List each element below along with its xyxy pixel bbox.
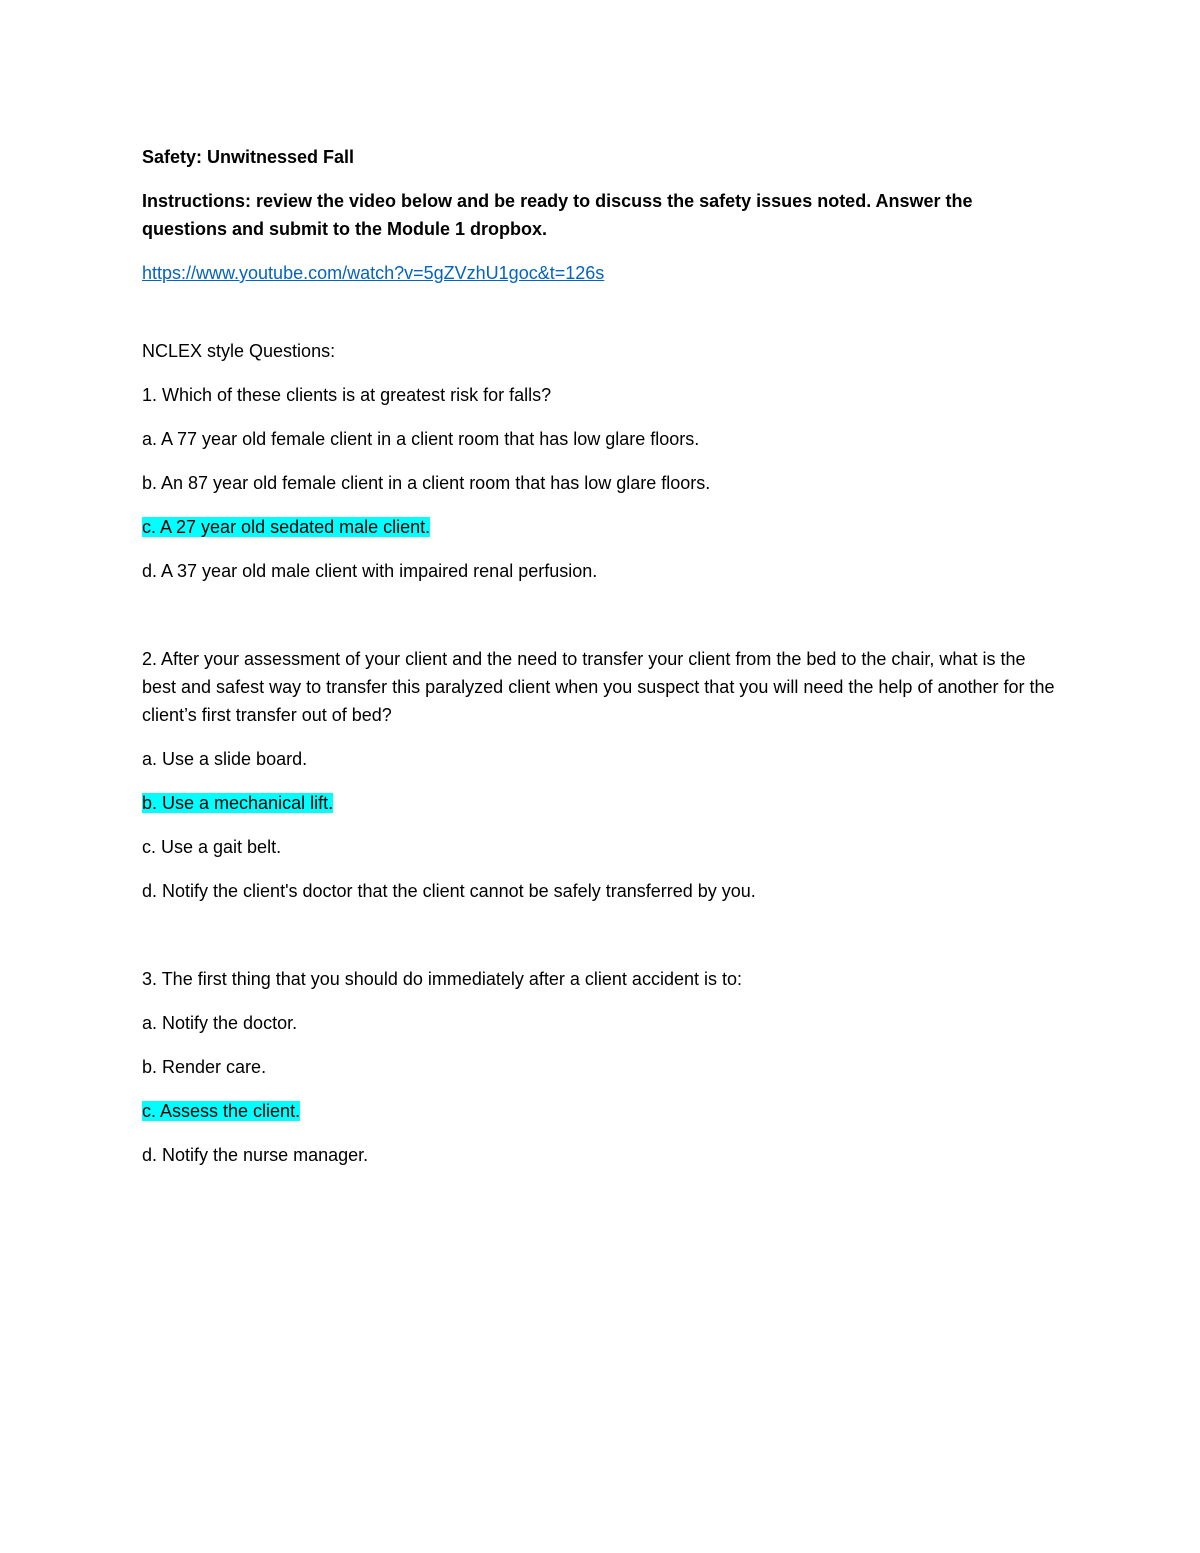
answer-option (142, 1009, 1062, 1037)
option-text: d. Notify the client's doctor that the client cannot be safely transferred by you. (142, 881, 756, 901)
answer-option (142, 425, 1062, 453)
option-text: a. A 77 year old female client in a client room that has low glare floors. (142, 429, 700, 449)
answer-option (142, 557, 1062, 585)
answer-option (142, 1141, 1062, 1169)
option-text: b. An 87 year old female client in a client room that has low glare floors. (142, 473, 711, 493)
answer-option (142, 1053, 1062, 1081)
option-text: a. Use a slide board. (142, 749, 308, 769)
option-text: b. Render care. (142, 1057, 267, 1077)
spacer (142, 303, 1062, 337)
answer-option (142, 469, 1062, 497)
video-link[interactable]: https://www.youtube.com/watch?v=5gZVzhU1goc&t=126s (142, 263, 605, 283)
highlighted-answer: b. Use a mechanical lift. (142, 793, 334, 813)
option-text: d. Notify the nurse manager. (142, 1145, 369, 1165)
question-prompt: 2. After your assessment of your client and the need to transfer your client from the bed to the chair, what is the best and safest way to transfer this paralyzed client when you suspect that you will need the help of another for the client’s first transfer out of bed? (142, 649, 1055, 725)
instructions-paragraph: Instructions: review the video below and be ready to discuss the safety issues noted. Answer the questions and submit to the Module 1 dropbox. (142, 191, 973, 239)
answer-option-highlighted (142, 789, 1062, 817)
answer-option (142, 877, 1062, 905)
option-text: a. Notify the doctor. (142, 1013, 298, 1033)
question-prompt: 3. The first thing that you should do immediately after a client accident is to: (142, 969, 742, 989)
option-text: c. Use a gait belt. (142, 837, 282, 857)
answer-option (142, 833, 1062, 861)
question-3 (142, 965, 1062, 1169)
document-body (142, 143, 1062, 1185)
answer-option-highlighted (142, 513, 1062, 541)
spacer (142, 921, 1062, 965)
spacer (142, 601, 1062, 645)
answer-option (142, 745, 1062, 773)
highlighted-answer: c. A 27 year old sedated male client. (142, 517, 431, 537)
option-text: d. A 37 year old male client with impaired renal perfusion. (142, 561, 598, 581)
question-1 (142, 381, 1062, 585)
section-heading: NCLEX style Questions: (142, 341, 336, 361)
video-link-paragraph (142, 259, 1062, 287)
highlighted-answer: c. Assess the client. (142, 1101, 301, 1121)
question-2 (142, 645, 1062, 905)
document-title: Safety: Unwitnessed Fall (142, 147, 355, 167)
question-prompt: 1. Which of these clients is at greatest risk for falls? (142, 385, 552, 405)
answer-option-highlighted (142, 1097, 1062, 1125)
